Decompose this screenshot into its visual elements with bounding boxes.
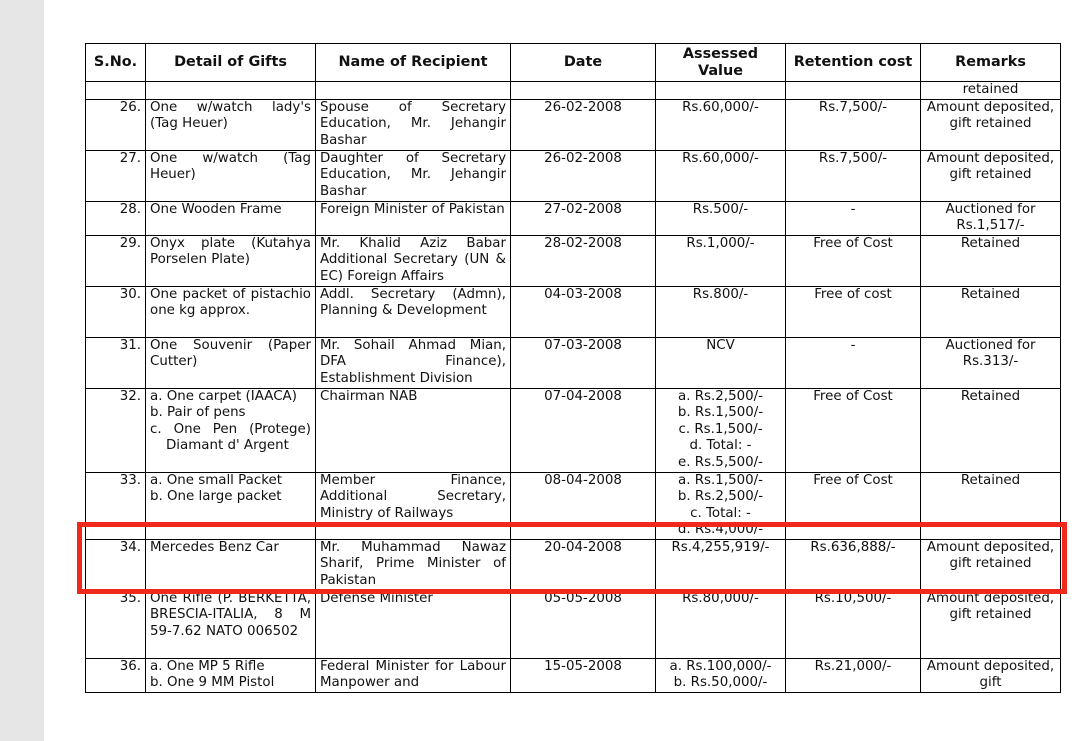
row-sno: 29. xyxy=(86,235,146,286)
row-cost: Free of Cost xyxy=(786,388,921,472)
value-item: d. Rs.4,000/- xyxy=(677,522,764,537)
row-date: 04-03-2008 xyxy=(511,286,656,337)
list-item: c. One Pen (Protege) Diamant d' Argent xyxy=(150,421,311,453)
row-cost: - xyxy=(786,201,921,235)
header-detail: Detail of Gifts xyxy=(146,44,316,82)
header-value: Assessed Value xyxy=(656,44,786,82)
row-cost: Rs.7,500/- xyxy=(786,99,921,150)
row-detail: Onyx plate (Kutahya Porselen Plate) xyxy=(146,235,316,286)
carry-over-row xyxy=(86,82,1061,100)
row-date: 20-04-2008 xyxy=(511,539,656,590)
header-sno: S.No. xyxy=(86,44,146,82)
row-sno: 28. xyxy=(86,201,146,235)
value-item: a. Rs.100,000/- xyxy=(669,658,772,674)
row-cost: Rs.10,500/- xyxy=(786,590,921,658)
row-recipient: Chairman NAB xyxy=(316,388,511,472)
header-row xyxy=(86,44,1061,82)
detail-list xyxy=(150,659,311,692)
spacer-cell xyxy=(316,523,511,539)
row-remarks: Amount deposited, gift retained xyxy=(921,590,1061,658)
list-item: b. One large packet xyxy=(150,489,282,504)
row-remarks: Retained xyxy=(921,388,1061,472)
row-value: Rs.500/- xyxy=(656,201,786,235)
row-recipient: Defense Minister xyxy=(316,590,511,658)
row-value: Rs.60,000/- xyxy=(656,150,786,201)
spacer-row xyxy=(86,523,1061,539)
row-remarks: Auctioned for Rs.313/- xyxy=(921,337,1061,388)
value-item: b. Rs.2,500/- xyxy=(677,489,764,504)
row-sno: 30. xyxy=(86,286,146,337)
carry-cost xyxy=(786,82,921,100)
spacer-cell xyxy=(921,523,1061,539)
row-sno: 32. xyxy=(86,388,146,472)
row-date: 05-05-2008 xyxy=(511,590,656,658)
spacer-cell xyxy=(86,523,146,539)
value-item: a. Rs.1,500/- xyxy=(678,472,763,488)
row-sno: 31. xyxy=(86,337,146,388)
row-remarks: Retained xyxy=(921,472,1061,523)
row-recipient: Spouse of Secretary Education, Mr. Jehangir Bashar xyxy=(316,99,511,150)
row-remarks: Retained xyxy=(921,235,1061,286)
list-item: b. One 9 MM Pistol xyxy=(150,675,275,690)
row-value: Rs.60,000/- xyxy=(656,99,786,150)
header-date: Date xyxy=(511,44,656,82)
row-sno: 27. xyxy=(86,150,146,201)
row-remarks: Amount deposited, gift retained xyxy=(921,150,1061,201)
list-item: b. Pair of pens xyxy=(150,405,246,420)
table-row-highlighted xyxy=(86,539,1061,590)
table-row xyxy=(86,99,1061,150)
table-row xyxy=(86,201,1061,235)
row-date: 08-04-2008 xyxy=(511,472,656,523)
row-value: NCV xyxy=(656,337,786,388)
value-item: a. Rs.2,500/- xyxy=(678,388,763,404)
value-item: b. Rs.1,500/- xyxy=(677,405,764,420)
spacer-cell xyxy=(511,523,656,539)
row-date: 07-04-2008 xyxy=(511,388,656,472)
table-row xyxy=(86,590,1061,658)
value-item: d. Total: - xyxy=(689,438,752,453)
carry-sno xyxy=(86,82,146,100)
row-cost: Rs.7,500/- xyxy=(786,150,921,201)
row-cost: Free of cost xyxy=(786,286,921,337)
spacer-cell xyxy=(146,523,316,539)
row-detail xyxy=(146,472,316,523)
row-detail: One Souvenir (Paper Cutter) xyxy=(146,337,316,388)
row-cost: Rs.636,888/- xyxy=(786,539,921,590)
row-detail: One Wooden Frame xyxy=(146,201,316,235)
row-recipient: Foreign Minister of Pakistan xyxy=(316,201,511,235)
row-detail xyxy=(146,658,316,692)
list-item: a. One small Packet xyxy=(150,472,282,488)
detail-list xyxy=(150,473,311,506)
row-value: Rs.4,255,919/- xyxy=(656,539,786,590)
table-row xyxy=(86,286,1061,337)
value-clip xyxy=(660,472,781,537)
table-row xyxy=(86,150,1061,201)
row-detail: One packet of pistachio one kg approx. xyxy=(146,286,316,337)
carry-remarks: retained xyxy=(921,82,1061,100)
table-row xyxy=(86,388,1061,472)
list-item: a. One carpet (IAACA) xyxy=(150,388,297,404)
carry-recipient xyxy=(316,82,511,100)
header-cost: Retention cost xyxy=(786,44,921,82)
value-item: c. Total: - xyxy=(690,505,751,521)
row-recipient: Mr. Sohail Ahmad Mian, DFA Finance), Establishment Division xyxy=(316,337,511,388)
table-row xyxy=(86,658,1061,692)
row-value xyxy=(656,658,786,692)
row-recipient: Mr. Khalid Aziz Babar Additional Secretary (UN & EC) Foreign Affairs xyxy=(316,235,511,286)
row-sno: 36. xyxy=(86,658,146,692)
table-row xyxy=(86,337,1061,388)
table-row xyxy=(86,472,1061,523)
row-detail: One Rifle (P. BERKETTA, BRESCIA-ITALIA, 8 M 59-7.62 NATO 006502 xyxy=(146,590,316,658)
row-remarks: Amount deposited, gift retained xyxy=(921,539,1061,590)
row-recipient: Addl. Secretary (Admn), Planning & Development xyxy=(316,286,511,337)
row-sno: 35. xyxy=(86,590,146,658)
row-detail: Mercedes Benz Car xyxy=(146,539,316,590)
value-item: c. Rs.1,500/- xyxy=(678,421,763,437)
spacer-cell xyxy=(786,523,921,539)
row-cost: Free of Cost xyxy=(786,472,921,523)
carry-date xyxy=(511,82,656,100)
row-detail: One w/watch lady's (Tag Heuer) xyxy=(146,99,316,150)
list-item: a. One MP 5 Rifle xyxy=(150,658,265,674)
row-sno: 34. xyxy=(86,539,146,590)
row-date: 15-05-2008 xyxy=(511,658,656,692)
value-item: b. Rs.50,000/- xyxy=(673,675,768,690)
row-recipient: Mr. Muhammad Nawaz Sharif, Prime Minister of Pakistan xyxy=(316,539,511,590)
table-row xyxy=(86,235,1061,286)
row-date: 27-02-2008 xyxy=(511,201,656,235)
value-item: e. Rs.5,500/- xyxy=(678,454,763,470)
row-date: 28-02-2008 xyxy=(511,235,656,286)
row-remarks: Amount deposited, gift retained xyxy=(921,99,1061,150)
carry-detail xyxy=(146,82,316,100)
row-remarks: Amount deposited, gift xyxy=(921,658,1061,692)
row-value xyxy=(656,388,786,472)
carry-value xyxy=(656,82,786,100)
detail-list xyxy=(150,389,311,455)
row-date: 26-02-2008 xyxy=(511,150,656,201)
row-value: Rs.80,000/- xyxy=(656,590,786,658)
gifts-table xyxy=(85,43,1061,693)
row-value xyxy=(656,472,786,537)
row-recipient: Member Finance, Additional Secretary, Ministry of Railways xyxy=(316,472,511,523)
row-remarks: Auctioned for Rs.1,517/- xyxy=(921,201,1061,235)
row-date: 07-03-2008 xyxy=(511,337,656,388)
header-remarks: Remarks xyxy=(921,44,1061,82)
row-cost: - xyxy=(786,337,921,388)
row-value: Rs.800/- xyxy=(656,286,786,337)
row-detail: One w/watch (Tag Heuer) xyxy=(146,150,316,201)
row-cost: Free of Cost xyxy=(786,235,921,286)
row-detail xyxy=(146,388,316,472)
row-recipient: Daughter of Secretary Education, Mr. Jehangir Bashar xyxy=(316,150,511,201)
row-cost: Rs.21,000/- xyxy=(786,658,921,692)
row-sno: 33. xyxy=(86,472,146,523)
header-recipient: Name of Recipient xyxy=(316,44,511,82)
row-remarks: Retained xyxy=(921,286,1061,337)
row-value: Rs.1,000/- xyxy=(656,235,786,286)
row-recipient: Federal Minister for Labour Manpower and xyxy=(316,658,511,692)
row-sno: 26. xyxy=(86,99,146,150)
row-date: 26-02-2008 xyxy=(511,99,656,150)
